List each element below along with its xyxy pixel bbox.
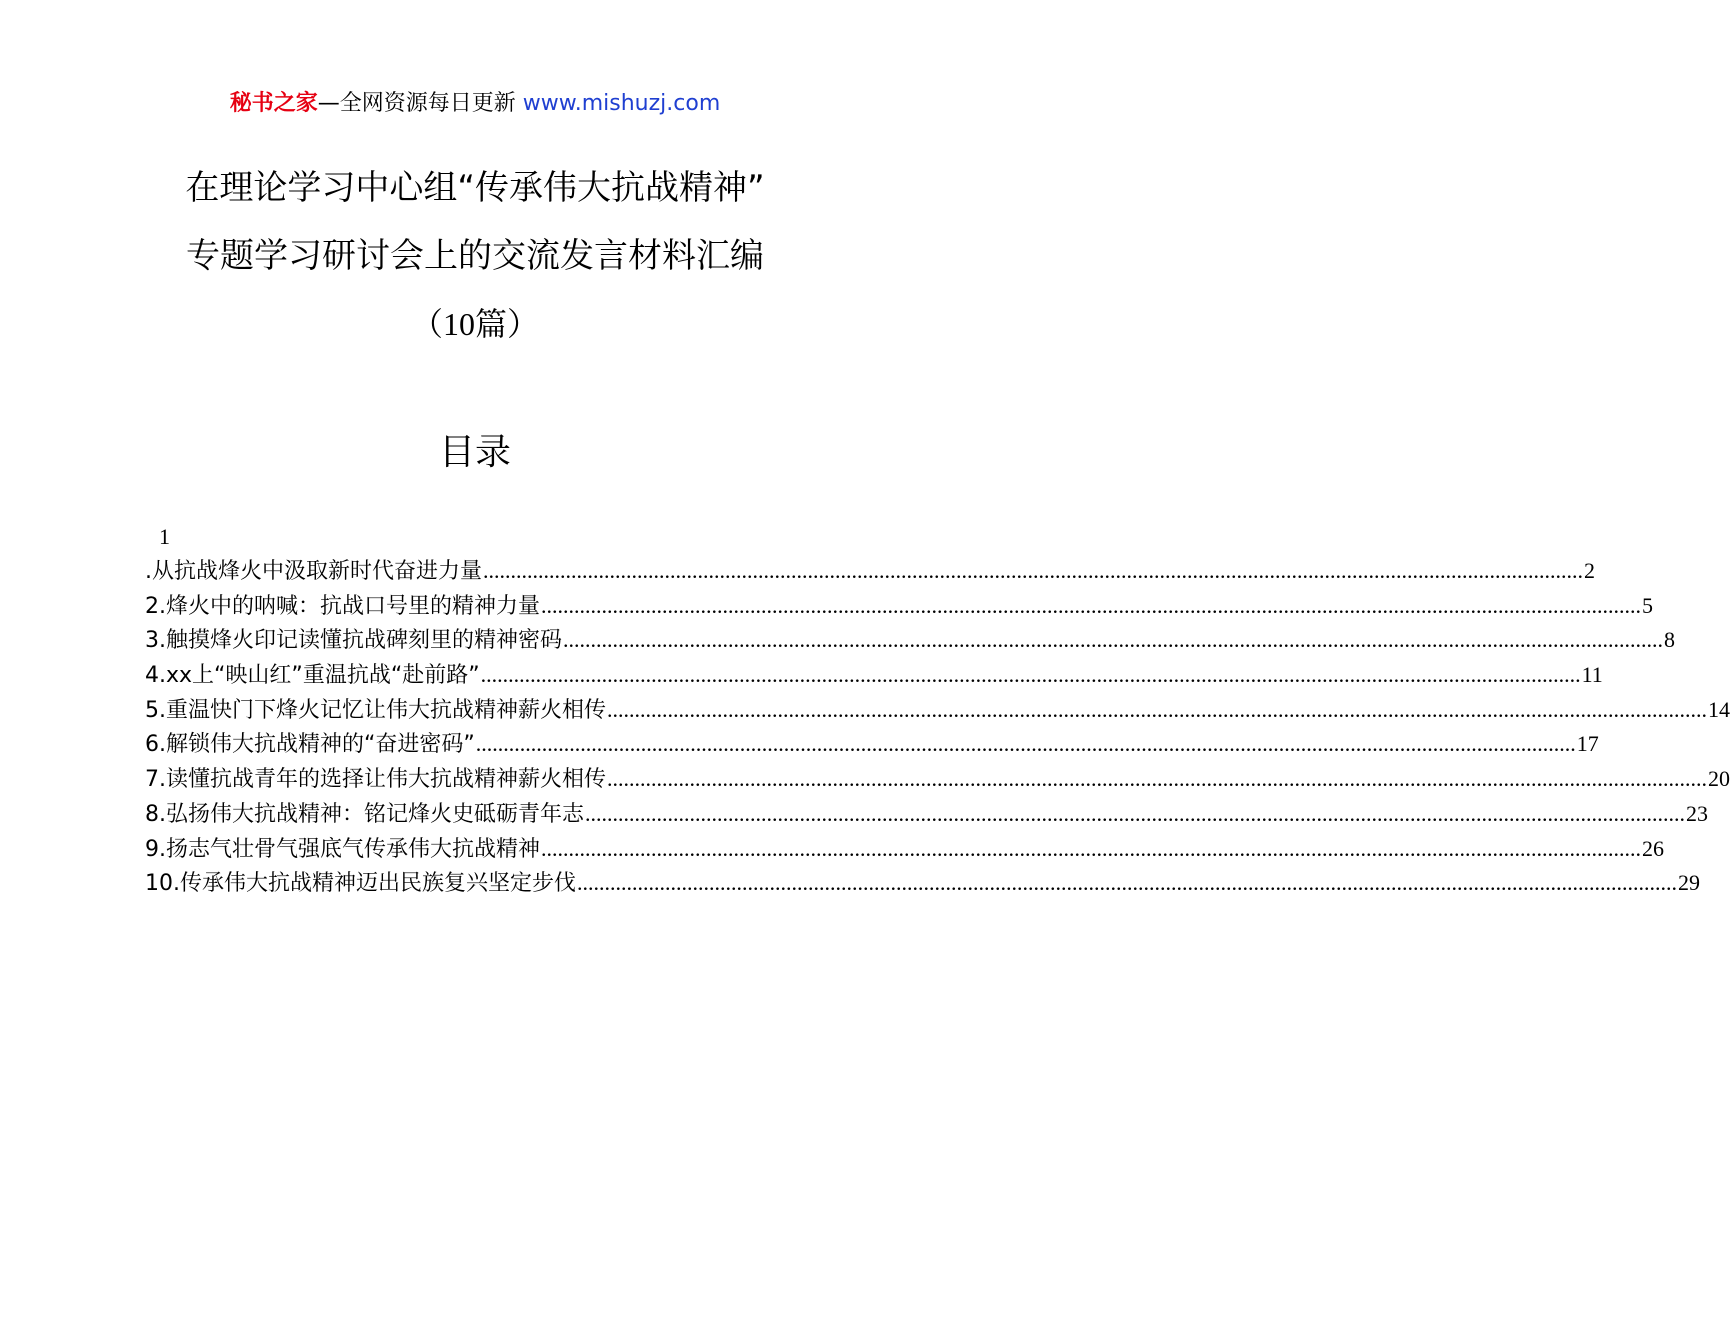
table-of-contents — [145, 520, 1730, 901]
toc-leader-dots: ........................................................................................................................................................................................................ — [577, 870, 1677, 896]
toc-leader-dots: ........................................................................................................................................................................................................ — [480, 662, 1581, 688]
title-line-1: 在理论学习中心组“传承伟大抗战精神” — [185, 168, 765, 208]
toc-item-page: 2 — [1584, 558, 1595, 583]
toc-item-label: 9.扬志气壮骨气强底气传承伟大抗战精神 — [145, 836, 540, 862]
toc-item-page: 14 — [1708, 696, 1730, 722]
toc-leader-dots: ........................................................................................................................................................................................................ — [541, 835, 1641, 861]
toc-item-label: 10.传承伟大抗战精神迈出民族复兴坚定步伐 — [145, 871, 576, 897]
toc-leader-dots: ........................................................................................................................................................................................................ — [585, 800, 1685, 826]
document-title — [0, 160, 950, 352]
toc-item-label: 5.重温快门下烽火记忆让伟大抗战精神薪火相传 — [145, 697, 606, 723]
toc-item-page: 11 — [1581, 662, 1603, 688]
toc-item-page: 20 — [1708, 766, 1730, 792]
toc-item[interactable] — [145, 623, 1675, 658]
toc-item-page: 17 — [1576, 731, 1599, 757]
toc-item[interactable] — [145, 554, 1595, 589]
site-tagline: —全网资源每日更新 — [317, 91, 516, 116]
toc-item[interactable] — [145, 589, 1653, 624]
title-article-count — [0, 296, 950, 352]
toc-leader-dots: ........................................................................................................................................................................................................ — [475, 731, 1576, 757]
toc-item-page: 5 — [1642, 592, 1653, 618]
toc-leader-dots: ........................................................................................................................................................................................................ — [607, 766, 1707, 792]
toc-leader-dots: ........................................................................................................................................................................................................ — [541, 592, 1641, 618]
count-unit: 篇 — [474, 305, 507, 343]
toc-item[interactable] — [145, 797, 1708, 832]
toc-item[interactable] — [145, 658, 1603, 693]
count-number: 10 — [442, 306, 475, 342]
toc-item-label: 3.触摸烽火印记读懂抗战碑刻里的精神密码 — [145, 628, 562, 654]
title-line-2: 专题学习研讨会上的交流发言材料汇编 — [186, 236, 764, 276]
toc-leader-dots: ........................................................................................................................................................................................................ — [483, 558, 1583, 583]
toc-item-label: .从抗战烽火中汲取新时代奋进力量 — [145, 559, 482, 584]
toc-item[interactable] — [145, 693, 1730, 728]
toc-item-label: 2.烽火中的呐喊：抗战口号里的精神力量 — [145, 593, 540, 619]
site-url-link[interactable]: www.mishuzj.com — [522, 91, 721, 116]
toc-leader-dots: ........................................................................................................................................................................................................ — [607, 696, 1707, 722]
toc-item-page: 8 — [1664, 627, 1675, 653]
toc-item[interactable] — [145, 727, 1599, 762]
count-open-paren: （ — [410, 305, 443, 343]
toc-item-label: 7.读懂抗战青年的选择让伟大抗战精神薪火相传 — [145, 767, 606, 793]
toc-lead-number: 1 — [159, 524, 170, 549]
toc-item-label: 6.解锁伟大抗战精神的“奋进密码” — [145, 732, 475, 758]
toc-item-page: 26 — [1642, 835, 1664, 861]
toc-leader-dots: ........................................................................................................................................................................................................ — [563, 627, 1663, 653]
toc-item-page: 29 — [1678, 870, 1700, 896]
toc-item[interactable] — [145, 866, 1700, 901]
toc-item-label: 8.弘扬伟大抗战精神：铭记烽火史砥砺青年志 — [145, 801, 584, 827]
toc-heading: 目录 — [438, 432, 511, 473]
toc-item[interactable] — [145, 762, 1730, 797]
site-header — [0, 88, 950, 120]
toc-item[interactable] — [145, 832, 1664, 867]
count-close-paren: ） — [507, 305, 540, 343]
toc-item-label: 4.xx上“映山红”重温抗战“赴前路” — [145, 663, 480, 689]
toc-item-page: 23 — [1686, 800, 1708, 826]
site-name: 秘书之家 — [229, 91, 318, 116]
